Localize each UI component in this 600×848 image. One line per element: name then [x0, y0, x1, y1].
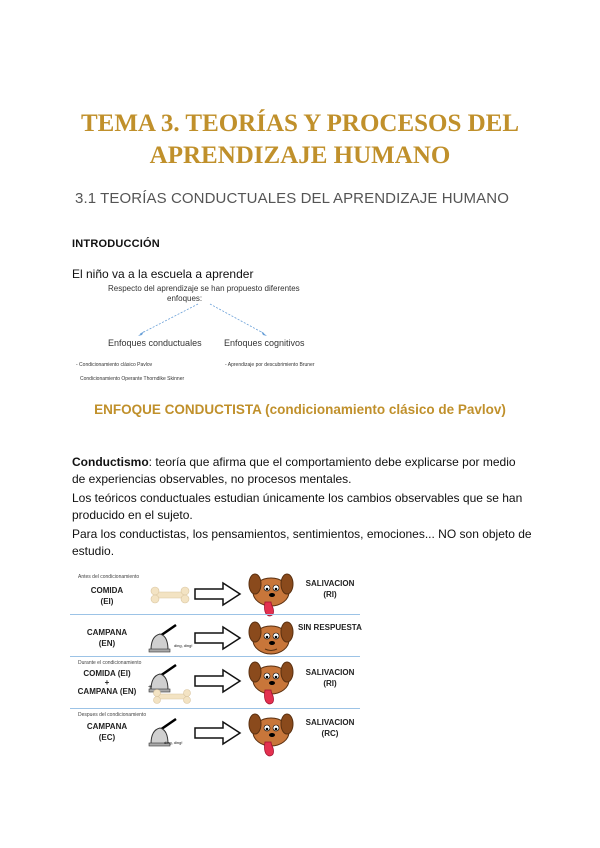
row1-stimulus-code: (EI) [100, 597, 114, 606]
dog-neutral-icon [245, 618, 297, 658]
row4-stimulus-code: (EC) [98, 733, 116, 742]
row3-stimulus2: CAMPANA (EN) [77, 687, 137, 696]
diagram-respect-line2: enfoques: [167, 294, 203, 303]
row2-stimulus: CAMPANA [86, 628, 128, 637]
bell-sound-text: ding, ding! [174, 643, 193, 648]
row3-plus: + [104, 678, 110, 687]
arrow-right-icon [193, 668, 243, 694]
diagram-right-label: Enfoques cognitivos [224, 338, 305, 348]
row1-response: SALIVACION [305, 579, 355, 588]
dog-salivating-icon [245, 658, 297, 708]
row3-response: SALIVACION [305, 668, 355, 677]
intro-heading: INTRODUCCIÓN [72, 238, 160, 250]
row-divider [70, 614, 360, 615]
row1-stimulus: COMIDA [90, 586, 124, 595]
paragraph-conductismo-text: : teoría que afirma que el comportamiento debe explicarse por medio de experiencias observables, no procesos mentales. [72, 455, 516, 486]
row2-response: SIN RESPUESTA [298, 623, 362, 632]
diagram-left-label: Enfoques conductuales [108, 338, 202, 348]
diagram-left-item1: - Condicionamiento clásico Pavlov [76, 362, 153, 368]
arrow-right-icon [193, 625, 243, 651]
bone-icon [152, 688, 192, 706]
diagram-left-item2: Condicionamiento Operante Thorndike Skinner [80, 376, 185, 382]
row4-response: SALIVACION [305, 718, 355, 727]
arrow-right-icon [193, 581, 243, 607]
section-subtitle: 3.1 TEORÍAS CONDUCTUALES DEL APRENDIZAJE HUMANO [75, 190, 509, 207]
phase-during: Durante el condicionamiento [78, 660, 142, 666]
phase-after: Despues del condicionamiento [78, 712, 147, 718]
diagram-right-item1: - Aprendizaje por descubrimiento Bruner [225, 362, 315, 368]
row3-response-code: (RI) [323, 679, 337, 688]
section-title: ENFOQUE CONDUCTISTA (condicionamiento clásico de Pavlov) [94, 402, 506, 417]
bone-icon [150, 584, 190, 606]
page-title-line1: TEMA 3. TEORÍAS Y PROCESOS DEL [80, 110, 520, 137]
bell-icon [146, 622, 186, 654]
bell-sound-text: ding, ding! [164, 740, 183, 745]
row3-plus-small: + [148, 684, 153, 691]
dog-salivating-icon [245, 710, 297, 760]
row-divider [70, 656, 360, 657]
dog-salivating-icon [245, 570, 297, 620]
diagram-branch-arrows [130, 302, 280, 342]
paragraph-conductistas: Para los conductistas, los pensamientos, sentimientos, emociones... NO son objeto de estudio. [72, 527, 532, 558]
arrow-right-icon [193, 720, 243, 746]
row-divider [70, 708, 360, 709]
paragraph-teoricos: Los teóricos conductuales estudian únicamente los cambios observables que se han producido en el sujeto. [72, 491, 523, 522]
phase-before: Antes del condicionamiento [78, 574, 140, 580]
row4-stimulus: CAMPANA [86, 722, 128, 731]
paragraph-conductismo [72, 454, 532, 488]
term-conductismo: Conductismo [72, 455, 149, 469]
row2-stimulus-code: (EN) [98, 639, 116, 648]
row3-stimulus: COMIDA (EI) [83, 669, 131, 678]
diagram-top-text: El niño va a la escuela a aprender [72, 267, 254, 281]
row4-response-code: (RC) [321, 729, 339, 738]
row1-response-code: (RI) [323, 590, 337, 599]
page-title-line2: APRENDIZAJE HUMANO [149, 142, 451, 169]
diagram-respect-line1: Respecto del aprendizaje se han propuesto diferentes [108, 284, 300, 293]
